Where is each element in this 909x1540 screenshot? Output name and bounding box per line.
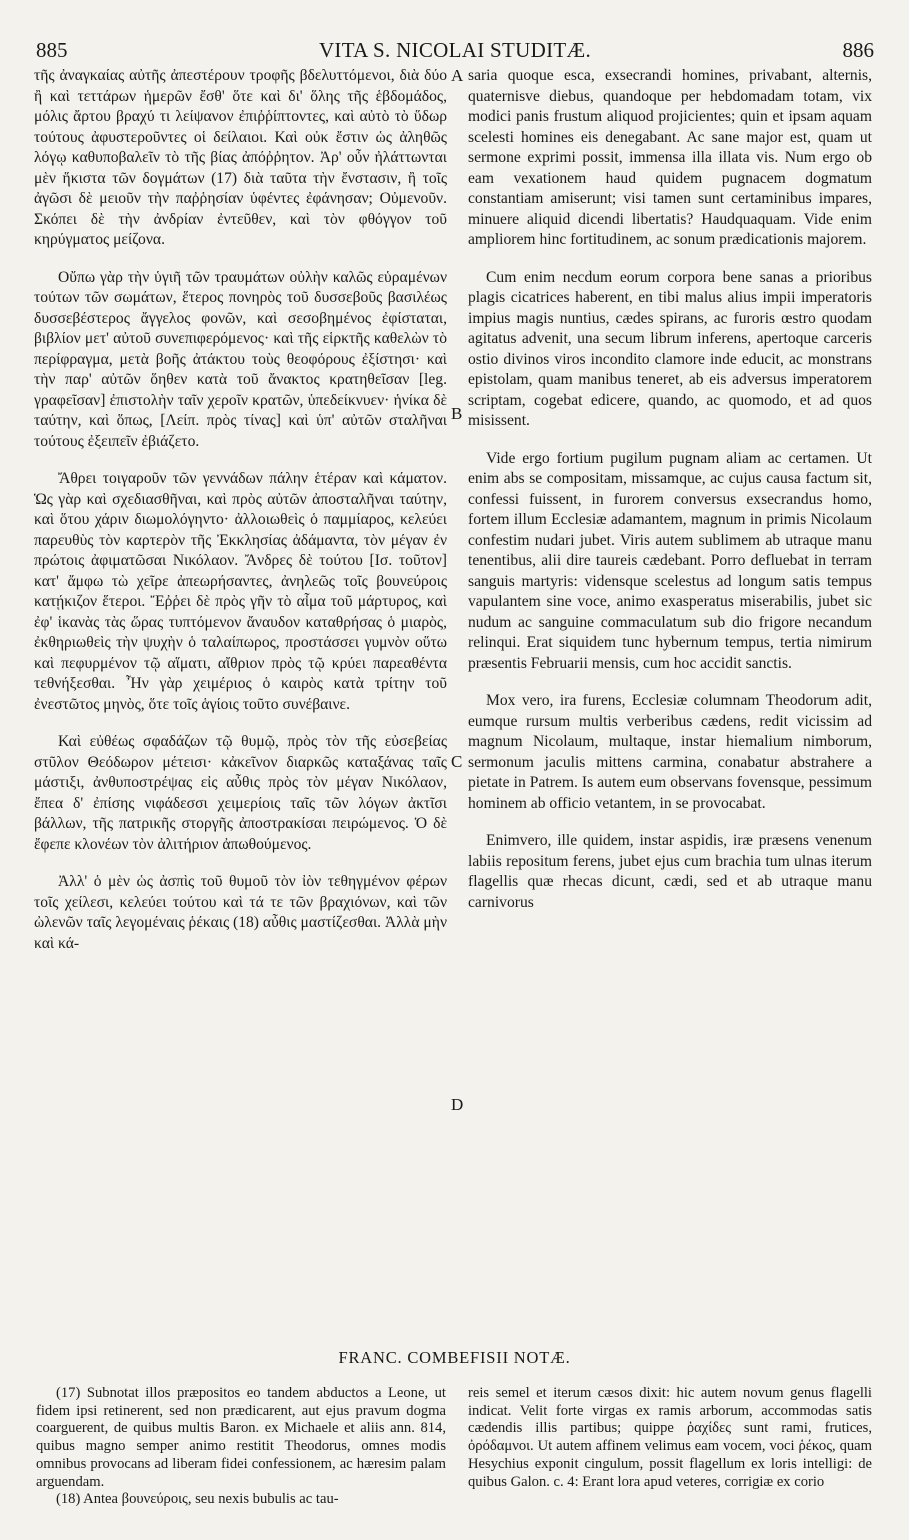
greek-paragraph: Καὶ εὐθέως σφαδάζων τῷ θυμῷ, πρὸς τὸν τῆς εὐσεβείας στῦλον Θεόδωρον μέτεισι· κἀκεῖνον διαρκῶς καταξάνας ταῖς μάστιξι, ἀνθυποστρέψας εἰς αὖθις πρὸς τὸν μέγαν Νικόλαον, ἔπεα δ' ἐπίσης νιφάδεσσι χειμερίοις ταῖς τῶν λόγων ἀκτῖσι βάλλων, τῆς πατρικῆς στοργῆς ἀποστρακίσαι πειρώμενος. Ὁ δὲ ἔφεπε κλονέων τὸν ἀλιτήριον ἀπωθούμενος. — [34, 733, 447, 853]
greek-paragraph: Οὔπω γὰρ τὴν ὑγιῆ τῶν τραυμάτων οὐλὴν καλῶς εὑραμένων τούτων τῶν σωμάτων, ἕτερος πονηρὸς τοῦ δυσσεβοῦς βασιλέως δυσσεβέστερος ἄγγελος φονῶν, καὶ σεσοβημένος ἐφίσταται, βιβλίον μετ' αὐτοῦ συνεπιφερόμενος· καὶ τῆς εἱρκτῆς καθελὼν τὸ περίφραγμα, μετὰ βοῆς ἀτάκτου τοὺς θεοφόρους ἐξίστησι· καὶ τὴν παρ' αὐτῶν ὅηθεν κατὰ τοῦ ἄνακτος κρατηθεῖσαν [leg. γραφεῖσαν] ἐπιστολὴν ταῖν χεροῖν κρατῶν, ὑπεδείκνυεν· ἡνίκα δὲ ταύτην, καὶ ὅπως, [Λείπ. πρὸς τίνας] καὶ ὑπ' αὐτῶν σταλῆναι τούτους ἐξειπεῖν ἐβιάζετο. — [34, 268, 447, 450]
greek-paragraph: Ἄθρει τοιγαροῦν τῶν γεννάδων πάλην ἑτέραν καὶ κάματον. Ὡς γὰρ καὶ σχεδιασθῆναι, καὶ πρὸς αὐτῶν ἀποσταλῆναι ταύτην, καὶ ὅτου χάριν διωμολόγηντο· ἀλλοιωθεὶς ὁ παμμίαρος, κελεύει παρευθὺς τὸν καρτερὸν τῆς Ἐκκλησίας ἀδάμαντα, τὸν μέγαν ἐν πρώτοις ἀφιματῶσαι Νικόλαον. Ἄνδρες δὲ τούτου [Ισ. τοῦτον] κατ' ἄμφω τὼ χεῖρε ἀπεωρήσαντες, ἀνηλεῶς τοῖς βουνεύροις κατῄκιζον ἕτεροι. Ἔῤῥει δὲ πρὸς γῆν τὸ αἷμα τοῦ μάρτυρος, καὶ ἐφ' ἱκανὰς τὰς ὥρας τυπτόμενον ἄναυδον καταθρήσας ὁ μιαρὸς, ἐκθηριωθεὶς τὴν ψυχὴν ὁ ταλαίπωρος, προστάσσει γυμνὸν οὕτω καὶ πεφυρμένον τῷ αἵματι, αἴθριον πρὸς τῷ κρύει παρεαθέντα τεθνήξεσθαι. Ἦν γὰρ χειμέριος ὁ καιρὸς κατὰ τρίτην τοῦ ἐνεστῶτος μηνὸς, ὅτε τοῖς ἁγίοις τοῦτο συνέβαινε. — [34, 470, 447, 713]
notes-heading: FRANC. COMBEFISII NOTÆ. — [338, 1348, 571, 1367]
margin-letter-d: D — [451, 1095, 464, 1114]
margin-letter-c: C — [451, 752, 463, 771]
margin-letter-a: A — [451, 66, 464, 85]
footnote-18: (18) Antea βουνεύροις, seu nexis bubulis ac tau- — [56, 1491, 339, 1508]
latin-paragraph: Mox vero, ira furens, Ecclesiæ columnam Theodorum adit, eumque rursum multis verberibus cædens, redit vicissim ad magnum Nicolaum, multaque, instar hiemalium nimborum, sermonum jaculis mittens carmina, conabatur abstrahere a pietate in Patrem. Is autem eum observans fovensque, pessimum hominem ab officio vetantem, in se provocabat. — [468, 692, 872, 812]
running-header — [36, 38, 874, 64]
running-title: VITA S. NICOLAI STUDITÆ. — [318, 38, 592, 62]
footnote-18-continued: reis semel et iterum cæsos dixit: hic autem novum genus flagelli indicat. Velit forte virgas ex ramis arborum, accommodas satis cædendis illis partibus; quippe ῥαχίδες sunt rami, frutices, ὀρόδαμνοι. Ut autem affinem velimus eam vocem, voci ῥέκος, quam Hesychius exponit cingulum, possit flagellum ex loris intelligi: de quibus Galon. c. 4: Erant lora apud veteres, corrigiæ ex corio — [468, 1385, 872, 1490]
latin-text-column — [468, 66, 872, 930]
greek-paragraph: Ἀλλ' ὁ μὲν ὡς ἀσπὶς τοῦ θυμοῦ τὸν ἰὸν τεθηγμένον φέρων τοῖς χείλεσι, κελεύει τούτου καὶ τά τε τῶν βραχιόνων, καὶ τῶν ὠλενῶν ταῖς λεγομέναις ῥέκαις (18) αὖθις μαστίζεσθαι. Ἀλλὰ μὴν καὶ κά- — [34, 873, 447, 952]
greek-text-column — [34, 66, 447, 971]
greek-paragraph: τῆς ἀναγκαίας αὐτῆς ἀπεστέρουν τροφῆς βδελυττόμενοι, διὰ δύο ἢ καὶ τεττάρων ἡμερῶν ἔσθ' ὅτε καὶ δι' ὅλης τῆς ἑβδομάδος, μόλις ἄρτου βραχύ τι λείψανον ἐπιῤῥίπτοντες, καὶ αὐτὸ τὸ ὕδωρ τούτους ἀφυστεροῦντες οἱ δείλαιοι. Καὶ οὐκ ἔστιν ὡς ἀληθῶς λόγῳ καθυποβαλεῖν τὸ τῆς βίας ἀπόῤῥητον. Ἀρ' οὖν ἠλάττωνται μὲν ἥκιστα τῶν δογμάτων (17) διὰ ταῦτα τὴν ἔνστασιν, ἢ τοῖς ἀγῶσι δὲ μειοῦν τὴν παῤῥησίαν ὑφέντες ἐφάνησαν; Οὐμενοῦν. Σκόπει δὲ τὴν ἀνδρίαν ἐντεῦθεν, καὶ τὸν φθόγγον τοῦ κηρύγματος μείζονα. — [34, 67, 447, 248]
latin-paragraph: Enimvero, ille quidem, instar aspidis, iræ præsens venenum labiis repositum ferens, jubet ejus cum brachia tum ulnas iterum flagellis quæ rhecas dicunt, cædi, sed et ab utraque manu carnivorus — [468, 832, 872, 911]
notes-column-right — [468, 1385, 872, 1491]
latin-paragraph: saria quoque esca, exsecrandi homines, privabant, alternis, quaternisve diebus, quandoque per hebdomadam totam, vix modici panis frustum aliquod projicientes; quin et ipsam aquam scelesti homines eis denegabant. Ac sane major est, quam ut sermone exprimi possit, immensa illa illata vis. Num ergo ob eam vexationem haud quidem pugnacem dogmatum constantiam amiserunt; visi tamen sunt certaminibus impares, minuere aliquid dicendi libertatis? Haudquaquam. Vide enim ampliorem hinc fortitudinem, ac sonum prædicationis majorem. — [468, 67, 872, 248]
margin-letter-b: B — [451, 404, 463, 423]
latin-paragraph: Vide ergo fortium pugilum pugnam aliam ac certamen. Ut enim abs se compositam, missamque, ac cujus causa factum sit, confessi fuissent, in furorem conversus exsecrandus homo, fortem illum Ecclesiæ adamantem, magnum in primis Nicolaum confestim nudari jubet. Viris autem sublimem ab utraque manu tenentibus, alii dire taureis cædebant. Porro defluebat in terram sanguis martyris: vidensque scelestus ad longum satis tempus vapulantem sine voce, animo exasperatus miserabilis, jubet sic nudum ac sanguine commaculatum sub dio frigore necandum relinqui. Erat siquidem tunc hybernum tempus, tertia nimirum præsentis Februarii mensis, cum hoc accidit sanctis. — [468, 449, 872, 672]
page-number-left: 885 — [36, 38, 68, 62]
footnote-17: (17) Subnotat illos præpositos eo tandem abductos a Leone, ut fidem ipsi retinerent, sed non prædicarent, aut ejus pravum dogma coarguerent, de quibus multis Baron. ex Michaele et aliis ann. 814, quibus magno semper animo restitit Theodorus, omnes modis omnibus provocans ad liberam fidei confessionem, ac hæresim palam arguendam. — [36, 1385, 446, 1490]
latin-paragraph: Cum enim necdum eorum corpora bene sanas a prioribus plagis cicatrices haberent, en tibi malus alius impii imperatoris impius magis nuntius, cædes spirans, ac furoris œstro quodam agitatus advenit, una secum librum inferens, apertoque carceris ostio divinos viros incondito clamore inde educit, ac monstrans epistolam, quam manibus teneret, ab eis adversus imperatorem scriptam, cogebat edicere, quando, ac quomodo, et ad quos misissent. — [468, 268, 872, 429]
page-number-right: 886 — [842, 38, 874, 62]
notes-column-left — [36, 1385, 446, 1509]
